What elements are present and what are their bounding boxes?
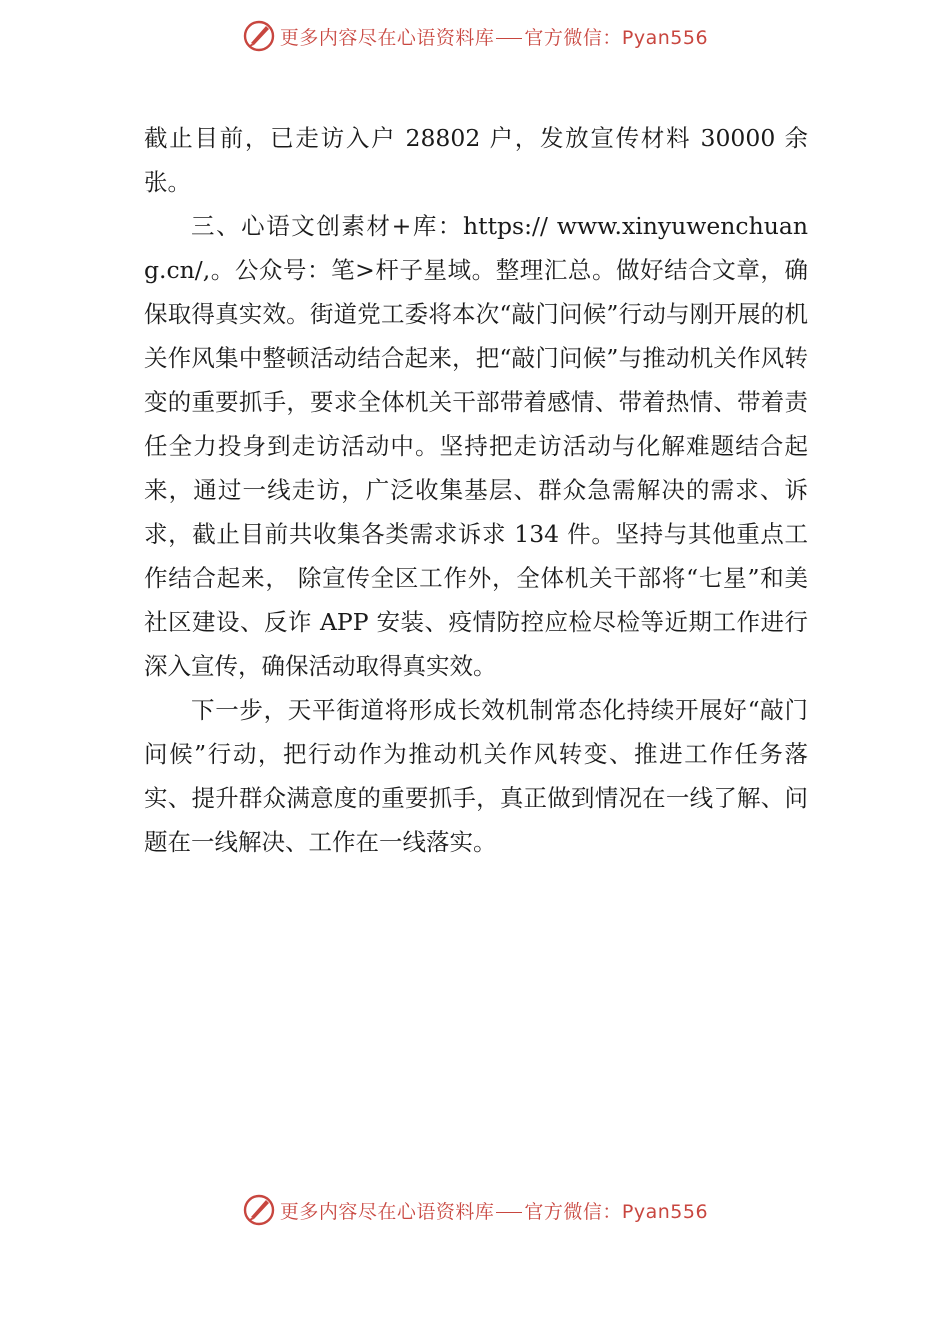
footer-banner-text: 更多内容尽在心语资料库 官方微信：Pyan556 (279, 1200, 709, 1223)
paragraph-1: 截止目前，已走访入户 28802 户，发放宣传材料 30000 余张。 (144, 124, 808, 196)
header-banner-text: 更多内容尽在心语资料库 官方微信：Pyan556 (279, 26, 709, 49)
brush-circle-logo-icon (242, 1193, 276, 1227)
paragraph-2: 三、心语文创素材+库：https:// www.xinyuwenchuang.cn/,。公众号：笔>杆子星域。整理汇总。做好结合文章，确保取得真实效。街道党工委将本次“敲门问候”行动与刚开展的机关作风集中整顿活动结合起来，把“敲门问候”与推动机关作风转变的重要抓手，要求全体机关干部带着感情、带着热情、带着责任全力投身到走访活动中。坚持把走访活动与化解难题结合起来，通过一线走访，广泛收集基层、群众急需解决的需求、诉求，截止目前共收集各类需求诉求 134 件。坚持与其他重点工作结合起来， 除宣传全区工作外，全体机关干部将“七星”和美社区建设、反诈 APP 安装、疫情防控应检尽检等近期工作进行深入宣传，确保活动取得真实效。 (144, 212, 808, 680)
paragraph-3: 下一步，天平街道将形成长效机制常态化持续开展好“敲门问候”行动，把行动作为推动机关作风转变、推进工作任务落实、提升群众满意度的重要抓手，真正做到情况在一线了解、问题在一线解决、工作在一线落实。 (144, 696, 808, 856)
brush-circle-logo-icon (242, 19, 276, 53)
header-banner (0, 16, 950, 56)
document-body (144, 116, 808, 864)
footer-banner (0, 1190, 950, 1230)
